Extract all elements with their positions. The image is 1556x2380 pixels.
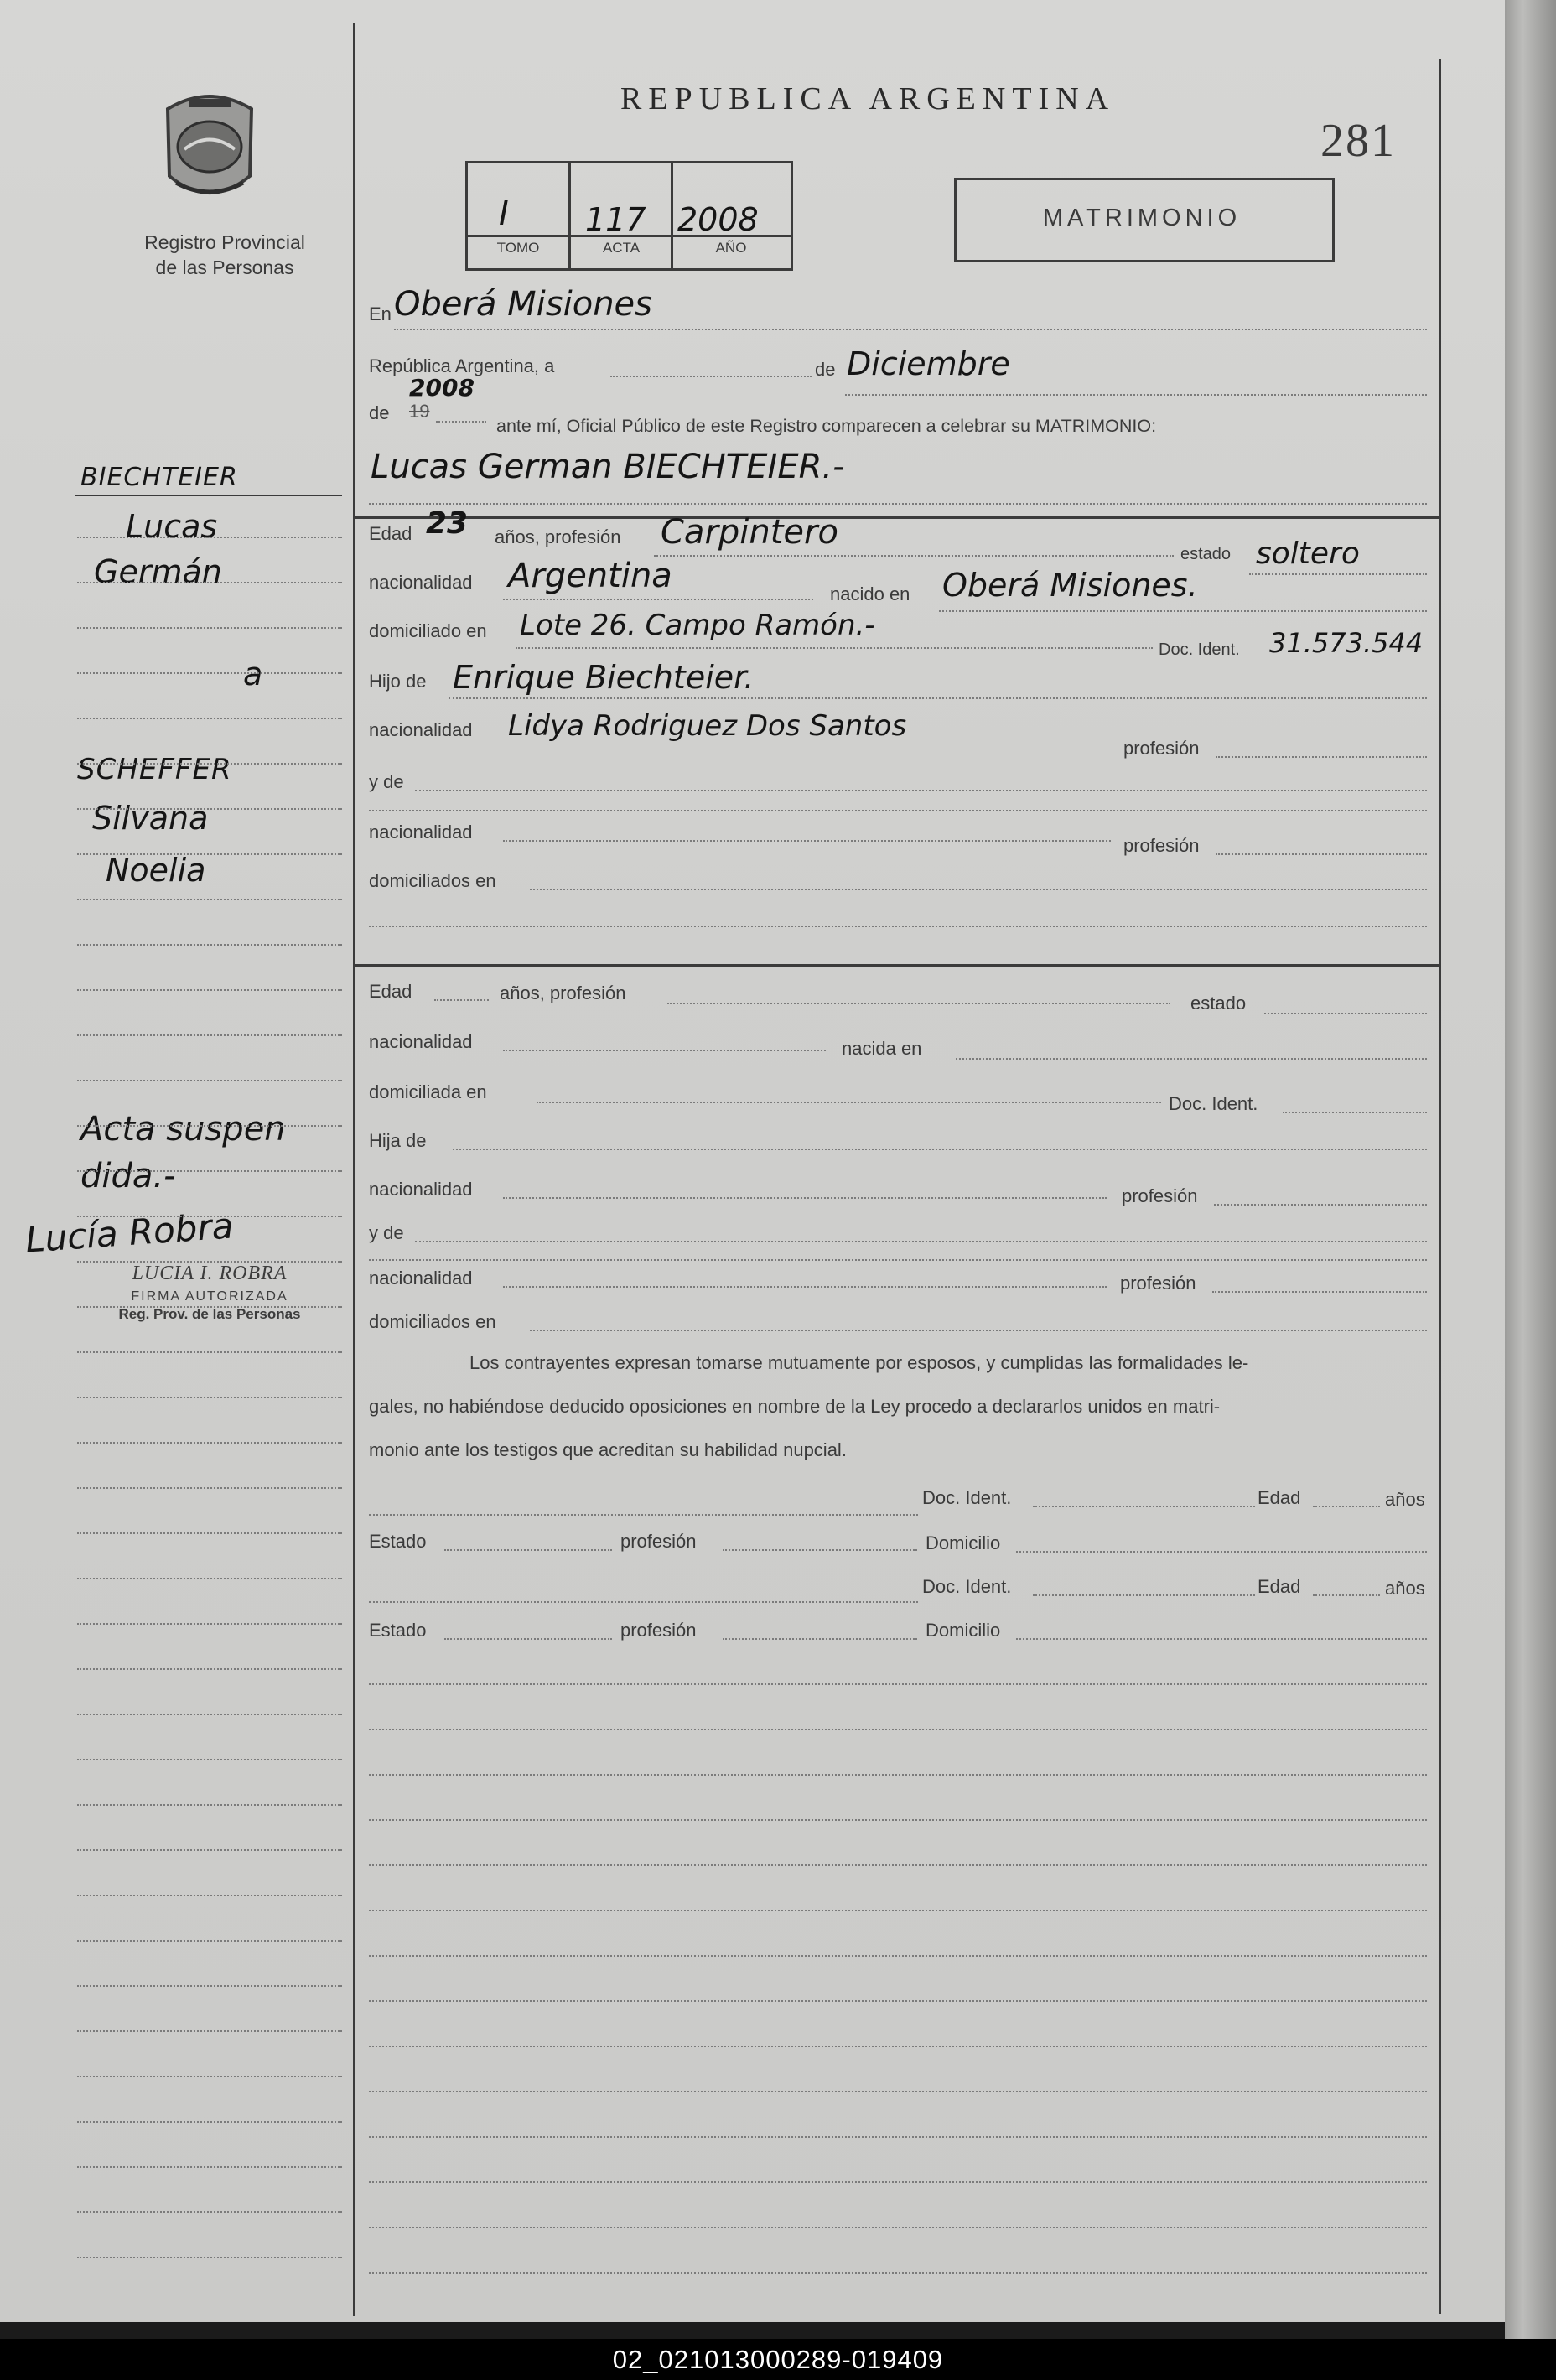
de2-label: de xyxy=(369,402,390,423)
margin-given-bride-1: Silvana xyxy=(92,800,209,837)
bride-nacida-dotted-line xyxy=(956,1058,1427,1060)
de-label: de xyxy=(815,359,836,380)
groom-profesion2-label: profesión xyxy=(1123,738,1200,759)
groom-domiciliado-dotted-line xyxy=(516,647,1153,649)
margin-rule-line xyxy=(77,1985,342,1987)
groom-father-value: Enrique Biechteier. xyxy=(453,659,755,696)
bride-profesion2-dotted-line xyxy=(1214,1204,1427,1206)
margin-rule-line xyxy=(77,1397,342,1398)
margin-rule-line xyxy=(77,672,342,674)
signature-rule-line xyxy=(369,1819,1427,1821)
margin-rule-line xyxy=(77,1487,342,1489)
witness1-anios-label: años xyxy=(1385,1489,1425,1510)
declaration-line-3: monio ante los testigos que acreditan su habilidad nupcial. xyxy=(369,1439,847,1460)
margin-rule-line xyxy=(77,2076,342,2077)
bride-domiciliados-label: domiciliados en xyxy=(369,1311,496,1332)
groom-nacionalidad-value: Argentina xyxy=(508,557,672,595)
groom-blank-line-1 xyxy=(369,810,1427,811)
declaration-paragraph xyxy=(369,1341,1429,1472)
witness2-profesion-dotted-line xyxy=(723,1638,917,1640)
margin-surname-bride: SCHEFFER xyxy=(77,753,232,786)
signature-rule-line xyxy=(369,1955,1427,1957)
groom-nacido-label: nacido en xyxy=(830,583,910,604)
bride-estado-dotted-line xyxy=(1264,1013,1427,1014)
margin-rule-line xyxy=(77,2030,342,2032)
margin-rule-line xyxy=(77,1895,342,1896)
groom-y-de-label: y de xyxy=(369,771,404,792)
margin-rule-line xyxy=(77,1306,342,1308)
groom-full-name: Lucas German BIECHTEIER.- xyxy=(371,448,845,486)
witness1-edad-label: Edad xyxy=(1258,1487,1301,1508)
anio-label: AÑO xyxy=(715,240,747,256)
registry-name xyxy=(99,230,350,280)
margin-rule-line xyxy=(77,853,342,855)
signature-rule-line xyxy=(369,2227,1427,2228)
republic-title: REPUBLICA ARGENTINA xyxy=(620,81,1116,117)
margin-rule-line xyxy=(77,1804,342,1806)
margin-rule-line xyxy=(77,808,342,810)
signature-rule-line xyxy=(369,2000,1427,2002)
groom-nacido-value: Oberá Misiones. xyxy=(942,567,1198,604)
margin-signature: Lucía Robra xyxy=(23,1205,235,1261)
bride-doc-label: Doc. Ident. xyxy=(1169,1093,1258,1114)
groom-domiciliados-label: domiciliados en xyxy=(369,870,496,891)
groom-mother-value: Lidya Rodriguez Dos Santos xyxy=(508,709,907,743)
signature-rule-line xyxy=(369,2272,1427,2274)
groom-nacionalidad-label: nacionalidad xyxy=(369,572,473,593)
groom-edad-value: 23 xyxy=(426,506,469,541)
margin-stamp-role: FIRMA AUTORIZADA xyxy=(131,1289,288,1304)
witness2-doc-label: Doc. Ident. xyxy=(922,1576,1012,1597)
margin-rule-line xyxy=(77,1759,342,1760)
bride-domiciliada-label: domiciliada en xyxy=(369,1081,487,1102)
witness2-domicilio-dotted-line xyxy=(1016,1638,1427,1640)
margin-rule-line xyxy=(77,944,342,946)
bride-nacionalidad-dotted-line xyxy=(503,1050,826,1051)
margin-note-line-1: Acta suspen xyxy=(80,1110,286,1149)
record-type-label: MATRIMONIO xyxy=(1042,205,1242,231)
margin-rule-line xyxy=(77,2257,342,2258)
bride-nacionalidad3-label: nacionalidad xyxy=(369,1268,473,1289)
bride-doc-dotted-line xyxy=(1283,1112,1427,1113)
signature-rule-line xyxy=(369,1683,1427,1685)
month-dotted-line xyxy=(845,394,1427,396)
margin-rule-line xyxy=(77,989,342,991)
bride-estado-label: estado xyxy=(1190,993,1247,1014)
groom-doc-label: Doc. Ident. xyxy=(1159,640,1240,659)
groom-nacionalidad2-label: nacionalidad xyxy=(369,719,473,740)
margin-rule-line xyxy=(77,1532,342,1534)
margin-rule-line xyxy=(77,1849,342,1851)
margin-rule-line xyxy=(77,1442,342,1444)
margin-rule-line xyxy=(77,1940,342,1942)
margin-rule-line xyxy=(77,1080,342,1081)
left-margin-rule xyxy=(353,23,355,2316)
groom-y-de-dotted-line xyxy=(415,790,1427,791)
witness1-doc-label: Doc. Ident. xyxy=(922,1487,1012,1508)
witness2-doc-dotted-line xyxy=(1033,1594,1255,1596)
declaration-line-1: Los contrayentes expresan tomarse mutuamente por esposos, y cumplidas las formalidades le- xyxy=(469,1352,1249,1373)
bride-hija-label: Hija de xyxy=(369,1130,427,1151)
margin-rule-line xyxy=(77,718,342,719)
margin-rule-line xyxy=(77,1351,342,1353)
margin-rule-line xyxy=(77,1578,342,1579)
margin-rule-line xyxy=(77,1034,342,1036)
year-value: 2008 xyxy=(409,374,475,402)
bride-profesion2-label: profesión xyxy=(1122,1185,1198,1206)
margin-given-groom-1: Lucas xyxy=(126,508,218,545)
place-value: Oberá Misiones xyxy=(394,285,653,324)
margin-stamp-org: Reg. Prov. de las Personas xyxy=(118,1306,301,1322)
year-dotted-line xyxy=(436,421,486,423)
month-value: Diciembre xyxy=(847,345,1010,382)
witness2-anios-label: años xyxy=(1385,1578,1425,1599)
margin-rule-line xyxy=(77,1714,342,1715)
bride-section-rule xyxy=(355,964,1441,967)
witness2-edad-dotted-line xyxy=(1313,1594,1380,1596)
bride-edad-dotted-line xyxy=(434,999,489,1001)
signature-rule-line xyxy=(369,2091,1427,2092)
groom-edad-label: Edad xyxy=(369,523,412,544)
witness1-estado-dotted-line xyxy=(444,1549,612,1551)
declaration-line-2: gales, no habiéndose deducido oposiciones en nombre de la Ley procedo a declararlos unidos en matri- xyxy=(369,1396,1221,1417)
anio-value: 2008 xyxy=(677,201,759,238)
margin-rule-line xyxy=(77,1216,342,1217)
bride-domiciliada-dotted-line xyxy=(537,1102,1161,1103)
day-dotted-line xyxy=(610,376,812,377)
margin-rule-line xyxy=(77,763,342,765)
groom-nacionalidad3-label: nacionalidad xyxy=(369,822,473,843)
margin-rule-line xyxy=(77,627,342,629)
image-id-caption: 02_021013000289-019409 xyxy=(612,2345,944,2374)
groom-blank-line-2 xyxy=(369,926,1427,927)
groom-nacionalidad-dotted-line xyxy=(503,599,813,600)
bride-profesion3-label: profesión xyxy=(1120,1273,1196,1294)
republica-label: República Argentina, a xyxy=(369,355,555,376)
registry-name-line1: Registro Provincial xyxy=(144,231,305,253)
margin-rule-line xyxy=(77,582,342,583)
groom-profesion-dotted-line xyxy=(654,555,1174,557)
margin-name-underline xyxy=(75,495,342,496)
groom-estado-label: estado xyxy=(1180,545,1232,563)
struck-value: 19 xyxy=(409,401,430,422)
groom-section-rule xyxy=(355,516,1441,519)
margin-given-bride-2: Noelia xyxy=(106,852,206,889)
margin-connector: a xyxy=(243,656,263,692)
signature-rule-line xyxy=(369,1729,1427,1730)
margin-rule-line xyxy=(77,1668,342,1670)
ante-text: ante mí, Oficial Público de este Registro comparecen a celebrar su MATRIMONIO: xyxy=(496,416,1157,436)
groom-domiciliado-value: Lote 26. Campo Ramón.- xyxy=(520,609,875,642)
margin-given-groom-2: Germán xyxy=(94,553,222,590)
signature-rule-line xyxy=(369,2181,1427,2183)
witness1-name-dotted-line xyxy=(369,1514,918,1516)
bride-y-de-label: y de xyxy=(369,1222,404,1243)
margin-rule-line xyxy=(77,1170,342,1172)
groom-profesion-value: Carpintero xyxy=(661,513,838,552)
margin-rule-line xyxy=(77,1623,342,1625)
margin-rule-line xyxy=(77,2166,342,2168)
signature-rule-line xyxy=(369,2136,1427,2138)
margin-rule-line xyxy=(77,1261,342,1263)
witness1-domicilio-label: Domicilio xyxy=(926,1532,1001,1553)
en-label: En xyxy=(369,303,392,324)
registry-seal-icon xyxy=(151,84,268,218)
tomo-label: TOMO xyxy=(496,240,540,256)
bride-nacionalidad-label: nacionalidad xyxy=(369,1031,473,1052)
groom-estado-dotted-line xyxy=(1249,573,1427,575)
margin-note-line-2: dida.- xyxy=(80,1157,176,1195)
groom-nacionalidad3-dotted-line xyxy=(503,840,1111,842)
witness2-estado-dotted-line xyxy=(444,1638,612,1640)
groom-hijo-label: Hijo de xyxy=(369,671,427,692)
witness1-profesion-label: profesión xyxy=(620,1531,697,1552)
groom-domiciliados-dotted-line xyxy=(530,889,1427,890)
page-number: 281 xyxy=(1320,115,1396,167)
groom-anios-profesion-label: años, profesión xyxy=(495,526,621,547)
right-frame-rule xyxy=(1439,59,1441,2314)
groom-hijo-dotted-line xyxy=(449,697,1427,699)
witness2-profesion-label: profesión xyxy=(620,1620,697,1641)
witness1-estado-label: Estado xyxy=(369,1531,427,1552)
bride-blank-line-1 xyxy=(369,1259,1427,1261)
bride-nacionalidad3-dotted-line xyxy=(503,1286,1107,1288)
signature-rule-line xyxy=(369,1864,1427,1866)
witness1-edad-dotted-line xyxy=(1313,1506,1380,1507)
bride-hija-dotted-line xyxy=(453,1149,1427,1150)
bride-domiciliados-dotted-line xyxy=(530,1330,1427,1331)
groom-profesion3-dotted-line xyxy=(1216,853,1427,855)
witness1-doc-dotted-line xyxy=(1033,1506,1255,1507)
tomo-value: I xyxy=(499,194,509,233)
witness2-name-dotted-line xyxy=(369,1601,918,1603)
groom-name-dotted-line xyxy=(369,503,1427,505)
signature-rule-line xyxy=(369,1910,1427,1911)
groom-doc-value: 31.573.544 xyxy=(1269,627,1424,659)
place-dotted-line xyxy=(394,329,1427,330)
witness2-estado-label: Estado xyxy=(369,1620,427,1641)
groom-nacido-dotted-line xyxy=(939,610,1427,612)
margin-rule-line xyxy=(77,1125,342,1127)
margin-rule-line xyxy=(77,537,342,538)
book-binding-edge xyxy=(1505,0,1556,2339)
bride-nacida-label: nacida en xyxy=(842,1038,922,1059)
registry-name-line2: de las Personas xyxy=(155,257,294,278)
bride-profesion-dotted-line xyxy=(667,1003,1170,1004)
margin-stamp-name: LUCIA I. ROBRA xyxy=(132,1263,288,1284)
bride-profesion3-dotted-line xyxy=(1212,1291,1427,1293)
margin-rule-line xyxy=(77,2121,342,2123)
witness1-profesion-dotted-line xyxy=(723,1549,917,1551)
groom-profesion3-label: profesión xyxy=(1123,835,1200,856)
bride-edad-label: Edad xyxy=(369,981,412,1002)
margin-rule-line xyxy=(77,899,342,900)
groom-estado-value: soltero xyxy=(1256,537,1360,571)
acta-value: 117 xyxy=(585,201,646,238)
signature-rule-line xyxy=(369,2046,1427,2047)
margin-rule-line xyxy=(77,2211,342,2213)
groom-domiciliado-label: domiciliado en xyxy=(369,620,487,641)
margin-surname-groom: BIECHTEIER xyxy=(80,463,238,492)
witness1-domicilio-dotted-line xyxy=(1016,1551,1427,1553)
witness2-domicilio-label: Domicilio xyxy=(926,1620,1001,1641)
bride-anios-profesion-label: años, profesión xyxy=(500,983,626,1003)
bride-y-de-dotted-line xyxy=(415,1241,1427,1242)
bride-nacionalidad2-dotted-line xyxy=(503,1197,1107,1199)
acta-label: ACTA xyxy=(602,240,641,256)
bride-nacionalidad2-label: nacionalidad xyxy=(369,1179,473,1200)
signature-rule-line xyxy=(369,1774,1427,1776)
witness2-edad-label: Edad xyxy=(1258,1576,1301,1597)
groom-profesion2-dotted-line xyxy=(1216,756,1427,758)
